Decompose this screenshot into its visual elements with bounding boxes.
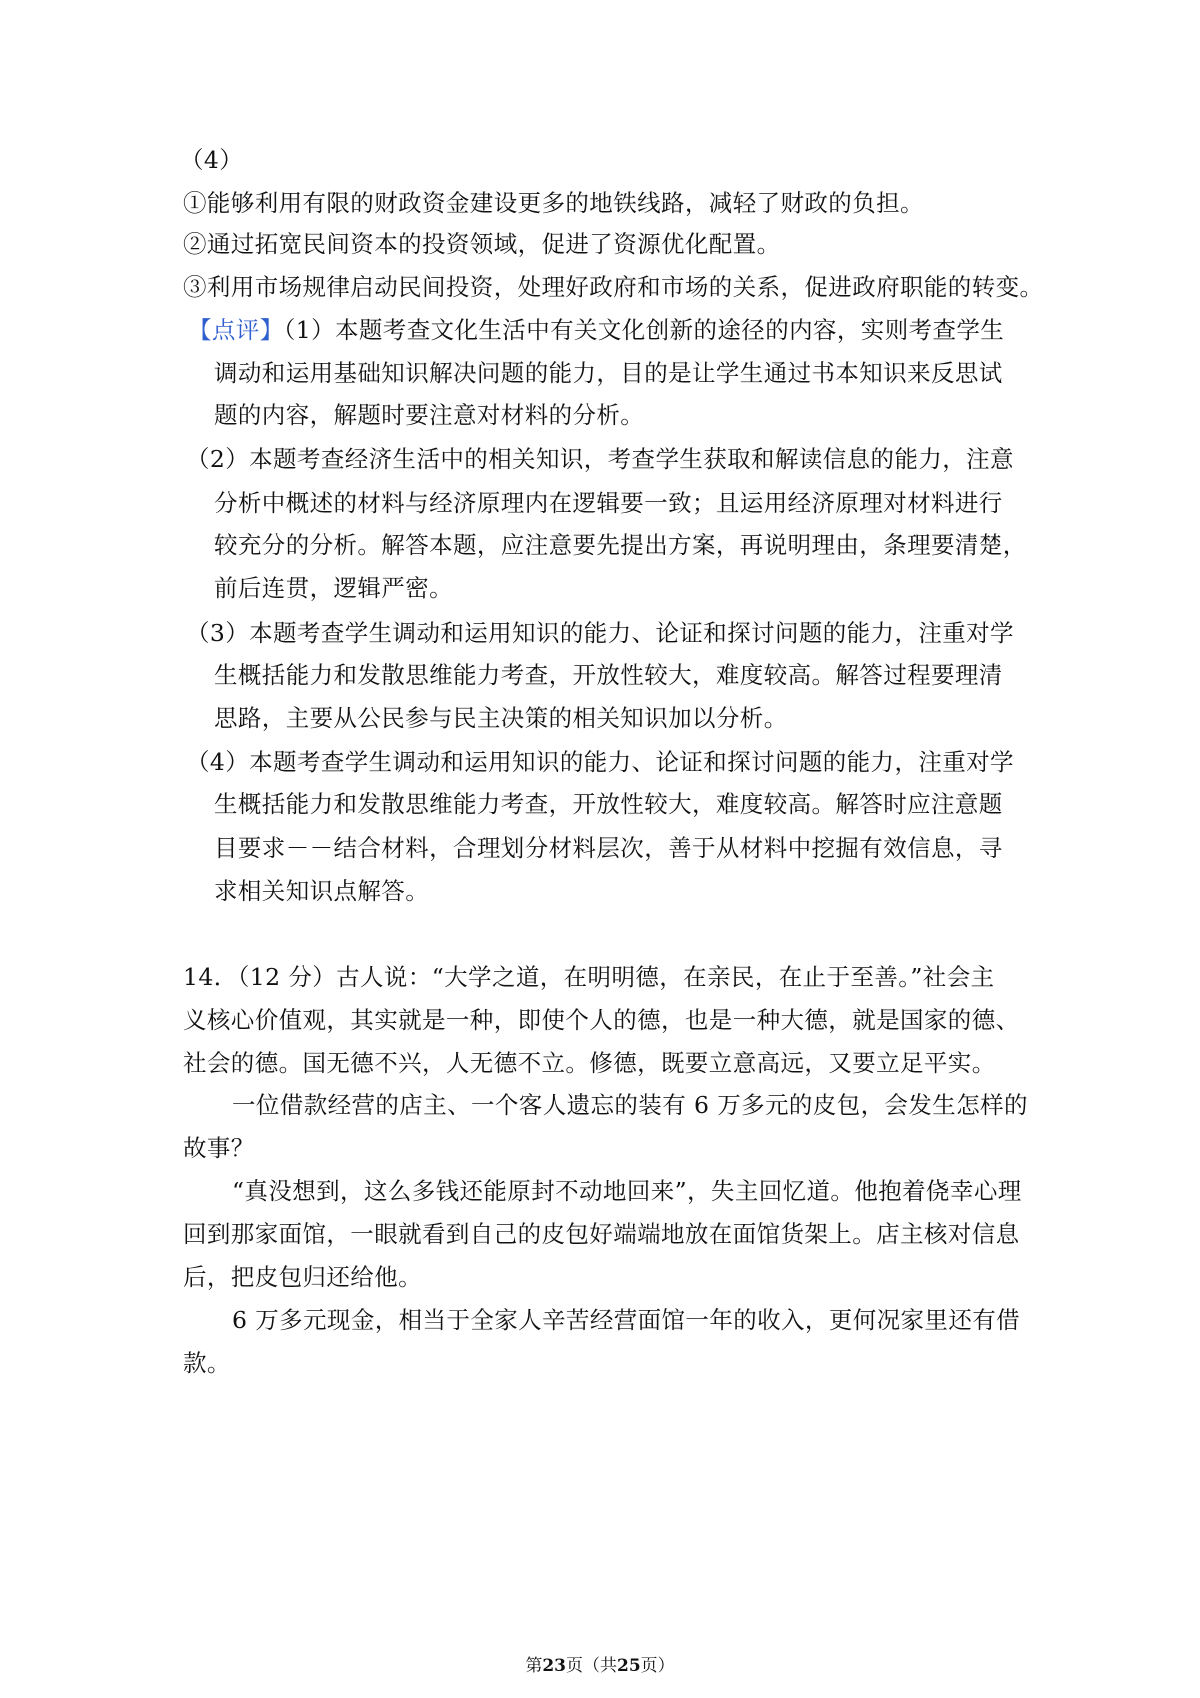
- question-14-line2: 义核心价值观，其实就是一种，即使个人的德，也是一种大德，就是国家的德、: [183, 1006, 1020, 1034]
- question-14-para1-line1: 一位借款经营的店主、一个客人遗忘的装有 6 万多元的皮包，会发生怎样的: [232, 1091, 1028, 1119]
- answer-4-point-3: ③利用市场规律启动民间投资，处理好政府和市场的关系，促进政府职能的转变。: [183, 273, 1044, 301]
- comment-part1-line3: 题的内容，解题时要注意对材料的分析。: [214, 401, 645, 429]
- comment-part2-line2: 分析中概述的材料与经济原理内在逻辑要一致；且运用经济原理对材料进行: [214, 489, 1003, 517]
- comment-part4-line1: （4）本题考查学生调动和运用知识的能力、论证和探讨问题的能力，注重对学: [186, 748, 1014, 776]
- question-14-para3-line2: 款。: [183, 1349, 231, 1377]
- footer-prefix: 第: [525, 1656, 543, 1676]
- comment-part3-line3: 思路，主要从公民参与民主决策的相关知识加以分析。: [214, 704, 788, 732]
- page-footer: [0, 1654, 1200, 1678]
- answer-4-heading: （4）: [180, 146, 244, 174]
- question-14-para1-line2: 故事？: [183, 1134, 255, 1162]
- footer-middle: 页（共: [566, 1656, 617, 1676]
- footer-page-number: 23: [542, 1656, 566, 1676]
- question-14-line1: 14．（12 分）古人说：“大学之道，在明明德，在亲民，在止于至善。”社会主: [183, 963, 995, 991]
- comment-part3-line2: 生概括能力和发散思维能力考查，开放性较大，难度较高。解答过程要理清: [214, 661, 1003, 689]
- comment-line-1: [188, 313, 1004, 347]
- question-14-para3-line1: 6 万多元现金，相当于全家人辛苦经营面馆一年的收入，更何况家里还有借: [232, 1306, 1021, 1334]
- comment-part3-line1: （3）本题考查学生调动和运用知识的能力、论证和探讨问题的能力，注重对学: [186, 619, 1014, 647]
- comment-part2-line3: 较充分的分析。解答本题，应注意要先提出方案，再说明理由，条理要清楚，: [214, 531, 1027, 559]
- footer-suffix: 页）: [640, 1656, 675, 1676]
- comment-part4-line3: 目要求－－结合材料，合理划分材料层次，善于从材料中挖掘有效信息，寻: [214, 834, 1003, 862]
- question-14-line3: 社会的德。国无德不兴，人无德不立。修德，既要立意高远，又要立足平实。: [183, 1049, 996, 1077]
- answer-4-point-1: ①能够利用有限的财政资金建设更多的地铁线路，减轻了财政的负担。: [183, 189, 924, 217]
- answer-4-point-2: ②通过拓宽民间资本的投资领域，促进了资源优化配置。: [183, 230, 781, 258]
- comment-part1-line2: 调动和运用基础知识解决问题的能力，目的是让学生通过书本知识来反思试: [214, 359, 1003, 387]
- comment-part2-line1: （2）本题考查经济生活中的相关知识，考查学生获取和解读信息的能力，注意: [186, 445, 1014, 473]
- comment-part2-line4: 前后连贯，逻辑严密。: [214, 574, 453, 602]
- footer-total-pages: 25: [617, 1656, 641, 1676]
- comment-tag: 【点评】: [188, 316, 284, 344]
- question-14-para2-line2: 回到那家面馆，一眼就看到自己的皮包好端端地放在面馆货架上。店主核对信息: [183, 1220, 1020, 1248]
- comment-part4-line4: 求相关知识点解答。: [214, 877, 430, 905]
- comment-part1-line1: （1）本题考查文化生活中有关文化创新的途径的内容，实则考查学生: [283, 316, 1005, 344]
- question-14-para2-line1: “真没想到，这么多钱还能原封不动地回来”，失主回忆道。他抱着侥幸心理: [232, 1177, 1022, 1205]
- question-14-para2-line3: 后，把皮包归还给他。: [183, 1263, 422, 1291]
- comment-part4-line2: 生概括能力和发散思维能力考查，开放性较大，难度较高。解答时应注意题: [214, 790, 1003, 818]
